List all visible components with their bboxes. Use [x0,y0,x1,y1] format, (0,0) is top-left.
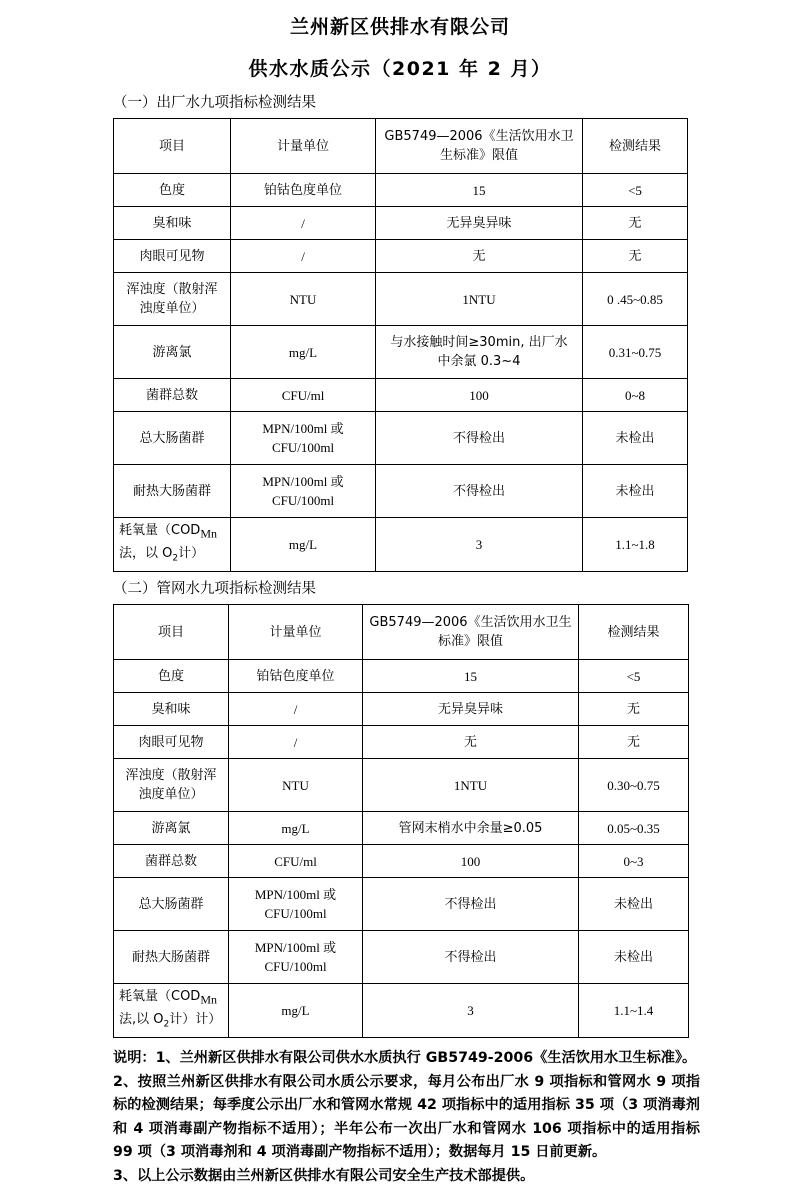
table-row [114,174,688,207]
cell-result: <5 [579,660,689,693]
cell-result: <5 [583,174,688,207]
cell-item [114,759,229,812]
cell-unit [231,465,376,518]
cell-unit: mg/L [231,518,376,572]
cell-limit: 1NTU [376,273,583,326]
cell-item-subscript-o2: 2 [163,1019,170,1030]
col-header-limit-line2: 标准》限值 [437,634,503,650]
cell-unit: 铂钴色度单位 [229,660,363,693]
cell-limit: 无 [376,240,583,273]
table-row [114,845,689,878]
cell-unit: mg/L [229,812,363,845]
cell-item [114,518,231,572]
table-row [114,726,689,759]
cell-limit: 不得检出 [376,412,583,465]
cell-item-line2: 浊度单位） [138,787,204,803]
table-factory-wrapper [0,118,800,572]
cell-result: 1.1~1.4 [579,984,689,1038]
cell-unit: / [229,693,363,726]
table-row [114,984,689,1038]
table-header-row [114,605,689,660]
cell-unit [231,412,376,465]
col-header-limit-line2: 生标准》限值 [439,148,518,163]
col-header-limit-line1: GB5749—2006《生活饮用水卫 [384,129,574,144]
cell-unit-line1: MPN/100ml 或 [262,474,344,489]
cell-item: 总大肠菌群 [114,878,229,931]
cell-result: 无 [579,726,689,759]
cell-unit-line2: CFU/100ml [271,440,335,455]
notes-section [0,1047,800,1188]
cell-unit: / [229,726,363,759]
cell-item-line2: 浊度单位） [139,301,205,316]
section-caption-factory: （一）出厂水九项指标检测结果 [113,95,316,111]
table-row [114,379,688,412]
cell-item-subscript-mn: Mn [200,526,217,541]
cell-result: 1.1~1.8 [583,518,688,572]
cell-item-line1-prefix: 耗氧量（COD [119,989,201,1005]
section-caption-network: （二）管网水九项指标检测结果 [113,581,316,598]
company-title: 兰州新区供排水有限公司 [289,16,510,38]
col-header-limit [363,605,579,660]
cell-item [114,273,231,326]
cell-item-line2-prefix: 法，以 O [119,545,173,561]
cell-item-line1-prefix: 耗氧量（COD [119,523,201,538]
table-row [114,759,689,812]
table-factory-water [113,118,688,572]
cell-result: 0~8 [583,379,688,412]
note-item-1: 说明：1、兰州新区供排水有限公司供水水质执行 GB5749-2006《生活饮用水卫生标准》。 [113,1050,697,1067]
table-row [114,273,688,326]
table-row [114,693,689,726]
table-row [114,465,688,518]
cell-result: 无 [583,240,688,273]
table-row [114,207,688,240]
cell-item: 肉眼可见物 [114,240,231,273]
cell-unit-line1: MPN/100ml 或 [254,887,337,903]
table-network-water [113,604,689,1038]
table-row [114,326,688,379]
cell-result: 0.05~0.35 [579,812,689,845]
cell-item: 臭和味 [114,207,231,240]
cell-unit [229,931,363,984]
cell-unit: mg/L [229,984,363,1038]
cell-unit: 铂钴色度单位 [231,174,376,207]
table-header-row [114,119,688,174]
cell-item: 耐热大肠菌群 [114,465,231,518]
cell-result: 0.31~0.75 [583,326,688,379]
col-header-item: 项目 [114,119,231,174]
cell-limit: 3 [363,984,579,1038]
cell-unit: NTU [231,273,376,326]
cell-unit: CFU/ml [231,379,376,412]
cell-unit-line2: CFU/100ml [264,959,327,975]
cell-item: 游离氯 [114,812,229,845]
cell-item: 总大肠菌群 [114,412,231,465]
table-row [114,931,689,984]
cell-item [114,984,229,1038]
cell-item: 游离氯 [114,326,231,379]
cell-limit-line2: 中余氯 0.3~4 [437,354,521,369]
cell-item-subscript-o2: 2 [172,553,179,564]
cell-item: 耐热大肠菌群 [114,931,229,984]
table-row [114,878,689,931]
cell-unit: CFU/ml [229,845,363,878]
cell-limit: 管网末梢水中余量≥0.05 [363,812,579,845]
cell-limit: 3 [376,518,583,572]
cell-limit [376,326,583,379]
col-header-item: 项目 [114,605,229,660]
cell-unit [229,878,363,931]
cell-limit: 无异臭异味 [363,693,579,726]
col-header-result: 检测结果 [579,605,689,660]
cell-item: 色度 [114,174,231,207]
cell-item-line2-prefix: 法,以 O [119,1011,164,1027]
cell-result: 0 .45~0.85 [583,273,688,326]
cell-unit: mg/L [231,326,376,379]
cell-limit: 100 [376,379,583,412]
cell-item-line1: 浑浊度（散射浑 [126,282,218,297]
cell-result: 0~3 [579,845,689,878]
document-header [0,0,800,86]
cell-limit: 不得检出 [363,931,579,984]
cell-item-line1: 浑浊度（散射浑 [125,768,217,784]
cell-unit-line1: MPN/100ml 或 [254,940,337,956]
cell-limit: 15 [376,174,583,207]
col-header-limit [376,119,583,174]
cell-item: 肉眼可见物 [114,726,229,759]
cell-limit: 无 [363,726,579,759]
cell-item: 臭和味 [114,693,229,726]
cell-limit-line1: 与水接触时间≥30min, 出厂水 [390,335,568,350]
table-network-wrapper [0,604,800,1038]
table-row [114,812,689,845]
cell-item: 菌群总数 [114,379,231,412]
table-row [114,412,688,465]
cell-item-line2-suffix: 计）计） [169,1011,222,1027]
cell-unit-line2: CFU/100ml [264,906,327,922]
col-header-limit-line1: GB5749—2006《生活饮用水卫生 [369,615,572,631]
cell-item: 菌群总数 [114,845,229,878]
cell-limit: 不得检出 [363,878,579,931]
cell-limit: 1NTU [363,759,579,812]
table-row [114,660,689,693]
cell-result: 未检出 [579,931,689,984]
cell-unit: NTU [229,759,363,812]
cell-limit: 无异臭异味 [376,207,583,240]
table-row [114,240,688,273]
page-title: 供水水质公示（2021 年 2 月） [248,58,552,80]
cell-result: 未检出 [579,878,689,931]
cell-limit: 15 [363,660,579,693]
cell-result: 无 [583,207,688,240]
cell-unit: / [231,207,376,240]
cell-unit-line2: CFU/100ml [271,493,335,508]
cell-item: 色度 [114,660,229,693]
cell-limit: 100 [363,845,579,878]
table-row [114,518,688,572]
note-item-3: 3、以上公示数据由兰州新区供排水有限公司安全生产技术部提供。 [113,1167,535,1184]
cell-result: 未检出 [583,412,688,465]
col-header-unit: 计量单位 [229,605,363,660]
col-header-result: 检测结果 [583,119,688,174]
cell-result: 0.30~0.75 [579,759,689,812]
cell-item-subscript-mn: Mn [200,992,217,1007]
cell-result: 无 [579,693,689,726]
cell-unit: / [231,240,376,273]
cell-limit: 不得检出 [376,465,583,518]
note-item-2: 2、按照兰州新区供排水有限公司水质公示要求，每月公布出厂水 9 项指标和管网水 9 项指标的检测结果；每季度公示出厂水和管网水常规 42 项指标中的适用指标 35 项（3 项消毒剂和 4 项消毒副产物指标不适用）；半年公布一次出厂水和管网水 106 项指标中的适用指标 99 项（3 项消毒剂和 4 项消毒副产物指标不适用）；数据每月 15 日前更新。 [113,1073,700,1161]
cell-item-line2-suffix: 计） [178,545,205,561]
col-header-unit: 计量单位 [231,119,376,174]
cell-result: 未检出 [583,465,688,518]
cell-unit-line1: MPN/100ml 或 [262,421,344,436]
